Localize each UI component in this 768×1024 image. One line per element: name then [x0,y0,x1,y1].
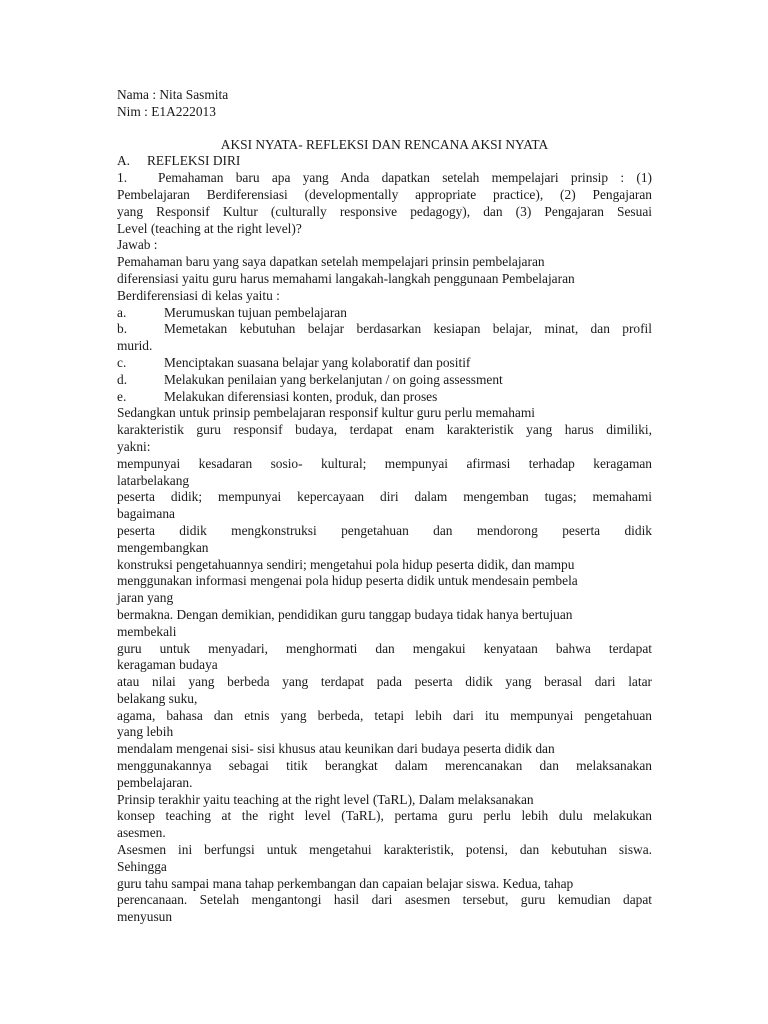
document-title: AKSI NYATA- REFLEKSI DAN RENCANA AKSI NYATA [220,136,549,152]
spacer [117,121,652,129]
body-line: menyusun [117,909,173,925]
body-line: konstruksi pengetahuannya sendiri; mengetahui pola hidup peserta didik, dan mampu [117,556,575,572]
body-line: mengembangkan [117,539,209,555]
answer-label: Jawab : [117,237,158,253]
body-line: yakni: [117,438,151,454]
body-line: agama, bahasa dan etnis yang berbeda, tetapi lebih dari itu mempunyai pengetahuan [117,707,652,723]
question-1-first-line [117,170,652,187]
body-line: menggunakan informasi mengenai pola hidup peserta didik untuk mendesain pembela [117,573,578,589]
student-name: Nama : Nita Sasmita [117,87,229,102]
step-marker: b. [117,321,128,337]
body-line: Sehingga [117,858,167,874]
step-item-c [117,355,652,372]
section-a-label: REFLEKSI DIRI [147,153,241,169]
body-line: peserta didik; mempunyai kepercayaan diri dalam mengemban tugas; memahami [117,489,652,505]
body-line: Prinsip terakhir yaitu teaching at the right level (TaRL), Dalam melaksanakan [117,791,534,807]
body-line: mempunyai kesadaran sosio- kultural; mempunyai afirmasi terhadap keragaman [117,455,652,471]
body-line: keragaman budaya [117,657,218,673]
step-text-continued: murid. [117,338,153,354]
body-line: karakteristik guru responsif budaya, terdapat enam karakteristik yang harus dimiliki, [117,422,652,438]
body-line: guru tahu sampai mana tahap perkembangan dan capaian belajar siswa. Kedua, tahap [117,875,574,891]
body-line: guru untuk menyadari, menghormati dan mengakui kenyataan bahwa terdapat [117,640,652,656]
step-marker: e. [117,388,127,404]
step-item-b [117,321,652,338]
step-text: Memetakan kebutuhan belajar berdasarkan kesiapan belajar, minat, dan profil [164,321,652,337]
body-paragraph [117,405,652,926]
step-text: Merumuskan tujuan pembelajaran [164,304,347,320]
body-line: yang lebih [117,724,174,740]
intro-line: diferensiasi yaitu guru harus memahami langakah-langkah penggunaan Pembelajaran [117,270,575,286]
body-line: pembelajaran. [117,774,193,790]
body-line: Asesmen ini berfungsi untuk mengetahui karakteristik, potensi, dan kebutuhan siswa. [117,842,652,858]
question-1-text: Pemahaman baru apa yang Anda dapatkan setelah mempelajari prinsip : (1) [158,170,652,186]
step-text: Menciptakan suasana belajar yang kolaboratif dan positif [164,354,471,370]
body-line: perencanaan. Setelah mengantongi hasil dari asesmen tersebut, guru kemudian dapat [117,892,652,908]
intro-line: Berdiferensiasi di kelas yaitu : [117,287,280,303]
body-line: Sedangkan untuk prinsip pembelajaran responsif kultur guru perlu memahami [117,405,535,421]
step-text: Melakukan penilaian yang berkelanjutan / on going assessment [164,371,503,387]
body-line: bagaimana [117,506,175,522]
step-item-a [117,305,652,322]
body-line: atau nilai yang berbeda yang terdapat pada peserta didik yang berasal dari latar [117,674,652,690]
step-item-e [117,389,652,406]
body-line: membekali [117,623,177,639]
question-1-line: Pembelajaran Berdiferensiasi (developmentally appropriate practice), (2) Pengajaran [117,186,652,202]
body-line: menggunakannya sebagai titik berangkat dalam merencanakan dan melaksanakan [117,758,652,774]
body-line: asesmen. [117,825,166,841]
intro-line: Pemahaman baru yang saya dapatkan setelah mempelajari prinsin pembelajaran [117,254,545,270]
student-nim: Nim : E1A222013 [117,103,216,119]
body-line: konsep teaching at the right level (TaRL), pertama guru perlu lebih dulu melakukan [117,808,652,824]
question-1-line: Level (teaching at the right level)? [117,220,302,236]
step-item-d [117,372,652,389]
question-1-marker: 1. [117,170,128,186]
body-line: latarbelakang [117,472,190,488]
step-text: Melakukan diferensiasi konten, produk, dan proses [164,388,438,404]
body-line: jaran yang [117,590,174,606]
step-marker: a. [117,304,127,320]
body-line: bermakna. Dengan demikian, pendidikan guru tanggap budaya tidak hanya bertujuan [117,606,573,622]
step-marker: c. [117,354,127,370]
body-line: belakang suku, [117,690,198,706]
body-line: mendalam mengenai sisi- sisi khusus atau keunikan dari budaya peserta didik dan [117,741,555,757]
step-marker: d. [117,371,128,387]
question-1-line: yang Responsif Kultur (culturally responsive pedagogy), dan (3) Pengajaran Sesuai [117,203,652,219]
document-body [117,87,652,926]
spacer [117,129,652,137]
section-a-marker: A. [117,153,131,169]
section-a-heading [117,153,652,170]
body-line: peserta didik mengkonstruksi pengetahuan dan mendorong peserta didik [117,522,652,538]
